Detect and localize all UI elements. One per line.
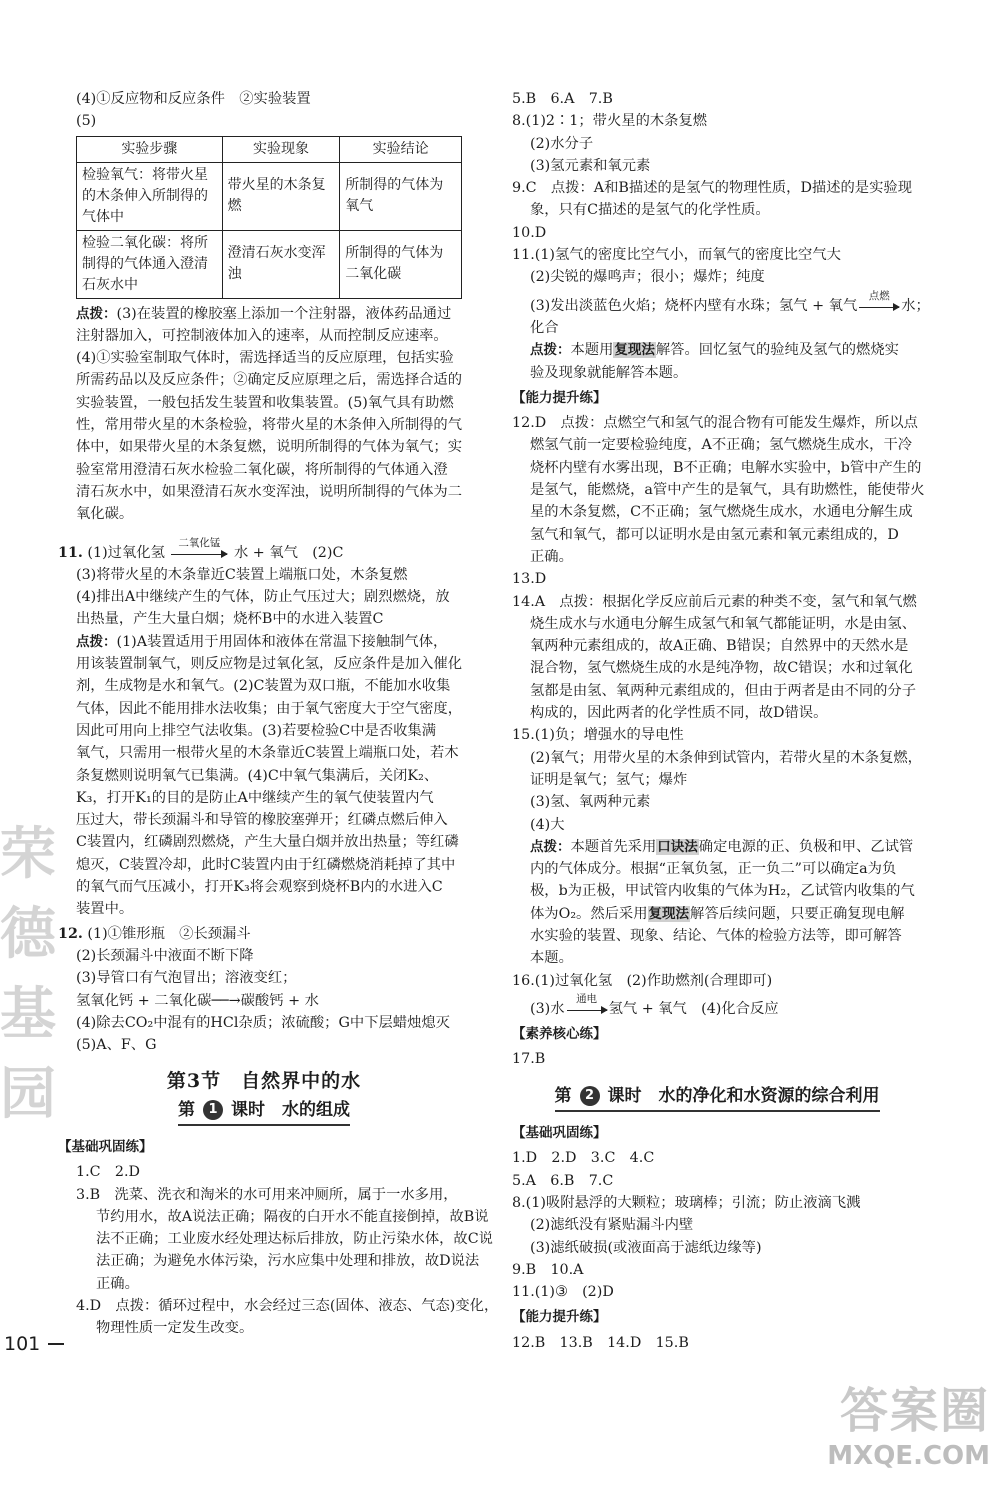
answer-line: (3)导管口有气泡冒出；溶液变红；	[76, 970, 297, 987]
answer-line: (2)尖锐的爆鸣声；很小；爆炸；纯度	[530, 269, 765, 286]
answer-line: 正确。	[530, 548, 573, 565]
answer-11: 11. (1)过氧化氢 二氧化锰 水 + 氧气 (2)C	[58, 536, 344, 561]
reaction-arrow: 二氧化锰	[171, 546, 227, 560]
table-row	[77, 162, 462, 230]
tip-line: 点拨：本题用复现法解答。回忆氢气的验纯及氢气的燃烧实	[530, 342, 899, 359]
tip-line: 气体，因此不能用排水法收集；由于氧气密度大于空气密度，	[76, 700, 463, 717]
lesson-number-badge: 2	[580, 1086, 600, 1106]
tip-line: 内的气体成分。根据“正氧负氢，正一负二”可以确定a为负	[530, 861, 897, 878]
section-title: 第3节 自然界中的水	[166, 1070, 362, 1093]
side-watermark-text: 荣 德 基 园	[0, 822, 56, 1127]
tip-line: 验及现象就能解答本题。	[530, 364, 688, 381]
lesson-title: 第 1 课时 水的组成	[58, 1099, 470, 1126]
tip-line: 用该装置制氧气，则反应物是过氧化氢，反应条件是加入催化	[76, 656, 463, 673]
answer-line: 13.D	[512, 571, 547, 588]
reaction-arrow: 点燃	[859, 299, 899, 313]
answer-line: 是氢气，能燃烧，a管中产生的是氧气，具有助燃性，能使带火	[530, 482, 925, 499]
answer-line: (3)氢元素和氧元素	[530, 157, 651, 174]
tip-label: 点拨：	[530, 838, 571, 855]
page-number: 101	[0, 1333, 64, 1355]
answer-line: (4)除去CO₂中混有的HCl杂质；浓硫酸；G中下层蜡烛熄灭	[76, 1014, 450, 1031]
experiment-table	[76, 136, 462, 299]
tip-line: 性，常用带火星的木条检验，将带火星的木条伸入所制得的气	[76, 417, 463, 434]
answer-line: 9.C 点拨：A和B描述的是氢气的物理性质，D描述的是实验现	[512, 180, 912, 197]
answer-line: 16.(1)过氧化氢 (2)作助燃剂(合理即可)	[512, 972, 773, 989]
tip-line: 剂，生成物是水和氧气。(2)C装置为双口瓶，不能加水收集	[76, 678, 451, 695]
tip-line: 极，b为正极，甲试管内收集的气体为H₂，乙试管内收集的气	[530, 883, 915, 900]
answer-line: 化合	[530, 319, 559, 336]
answer-line: (4)排出A中继续产生的气体，防止气压过大；剧烈燃烧，放	[76, 589, 450, 606]
answer-line: (3)水 通电 氢气 + 氧气 (4)化合反应	[530, 992, 779, 1017]
tip-line: 条复燃则说明氧气已集满。(4)C中氧气集满后，关闭K₂、	[76, 767, 439, 784]
answer-line: 8.(1)2∶1；带火星的木条复燃	[512, 113, 708, 130]
table-header: 实验现象	[222, 136, 340, 162]
answer-line: 物理性质一定发生改变。	[96, 1320, 254, 1337]
table-header: 实验步骤	[77, 136, 223, 162]
tip-line: 装置中。	[76, 901, 134, 918]
answer-line: 构成的，因此两者的化学性质不同，故D错误。	[530, 705, 828, 722]
answer-line: (5)	[76, 113, 97, 130]
table-row	[77, 230, 462, 298]
answer-line: 星的木条复燃，C不正确；氢气燃烧生成水，水通电分解生成	[530, 504, 913, 521]
tip-line: 压过大，带长颈漏斗和导管的橡胶塞弹开；红磷点燃后伸入	[76, 812, 448, 829]
table-cell: 带火星的木条复燃	[222, 162, 340, 230]
table-cell: 检验氧气：将带火星的木条伸入所制得的气体中	[77, 162, 223, 230]
answer-line: 4.D 点拨：循环过程中，水会经过三态(固体、液态、气态)变化，	[76, 1298, 499, 1315]
answer-line: 氧两种元素组成的，故A正确、B错误；自然界中的天然水是	[530, 638, 909, 655]
tip-line: 点拨：本题首先采用口诀法确定电源的正、负极和甲、乙试管	[530, 838, 914, 855]
tip-line: (4)①实验室制取气体时，需选择适当的反应原理，包括实验	[76, 350, 454, 367]
answer-line: (2)长颈漏斗中液面不断下降	[76, 947, 254, 964]
answer-line: (3)发出淡蓝色火焰；烧杯内壁有水珠；氢气 + 氧气 点燃 水；	[530, 289, 930, 314]
answer-line: 燃氢气前一定要检验纯度，A不正确；氢气燃烧生成水，干冷	[530, 437, 913, 454]
answer-line: 10.D	[512, 224, 547, 241]
section-tag: 【能力提升练】	[512, 1309, 607, 1326]
tip-line: 的氧气而气压减小，打开K₃将会观察到烧杯B内的水进入C	[76, 879, 443, 896]
tip-line: C装置内，红磷剧烈燃烧，产生大量白烟并放出热量；等红磷	[76, 834, 459, 851]
method-highlight: 复现法	[614, 342, 655, 359]
answer-line: 17.B	[512, 1051, 546, 1068]
answer-line: 5.A 6.B 7.C	[512, 1172, 614, 1189]
tip-line: 注射器加入，可控制液体加入的速率，从而控制反应速率。	[76, 327, 448, 344]
question-number: 11.	[58, 544, 83, 561]
answer-line: 1.D 2.D 3.C 4.C	[512, 1150, 655, 1167]
answer-12: 12. (1)①锥形瓶 ②长颈漏斗	[58, 925, 251, 942]
answer-line: 5.B 6.A 7.B	[512, 91, 613, 107]
answer-line: (2)滤纸没有紧贴漏斗内壁	[530, 1217, 694, 1234]
tip-line: 因此可用向上排空气法收集。(3)若要检验C中是否收集满	[76, 722, 437, 739]
answer-line: 混合物，氢气燃烧生成的水是纯净物，故C错误；水和过氧化	[530, 660, 913, 677]
tip-line: 熄灭，C装置冷却，此时C装置内由于红磷燃烧消耗掉了其中	[76, 856, 456, 873]
answer-line: 9.B 10.A	[512, 1261, 584, 1278]
tip-label: 点拨：	[76, 305, 117, 322]
section-tag: 【素养核心练】	[512, 1026, 607, 1043]
method-highlight: 口诀法	[657, 838, 698, 855]
answer-line: 法不正确；工业废水经处理达标后排放，防止污染水体，故C说	[96, 1231, 493, 1248]
answer-line: 象，只有C描述的是氢气的化学性质。	[530, 202, 770, 219]
answer-line: 12.D 点拨：点燃空气和氢气的混合物有可能发生爆炸，所以点	[512, 415, 918, 432]
watermark-logo: 答案圈 MXQE.COM	[827, 1383, 990, 1471]
right-column	[512, 88, 930, 1354]
tip-line: 所需药品以及反应条件；②确定反应原理之后，需选择合适的	[76, 372, 463, 389]
answer-line: (4)①反应物和反应条件 ②实验装置	[76, 91, 311, 107]
section-tag: 【能力提升练】	[512, 389, 607, 406]
answer-line: (2)氧气；用带火星的木条伸到试管内，若带火星的木条复燃，	[530, 749, 922, 766]
tip-label: 点拨：	[76, 633, 117, 650]
answer-line: 法正确；为避免水体污染，污水应集中处理和排放，故D说法	[96, 1253, 480, 1270]
table-cell: 检验二氧化碳：将所制得的气体通入澄清石灰水中	[77, 230, 223, 298]
tip-line: 本题。	[530, 950, 573, 967]
answer-line: 11.(1)③ (2)D	[512, 1284, 614, 1301]
answer-line: 出热量，产生大量白烟；烧杯B中的水进入装置C	[76, 611, 384, 628]
answer-line: 氢都是由氢、氧两种元素组成的，但由于两者是由不同的分子	[530, 682, 917, 699]
answer-line: (3)将带火星的木条靠近C装置上端瓶口处，木条复燃	[76, 566, 408, 583]
tip-line: 点拨：(1)A装置适用于用固体和液体在常温下接触制气体，	[76, 633, 448, 650]
answer-line: (5)A、F、G	[76, 1037, 157, 1054]
answer-line: 8.(1)吸附悬浮的大颗粒；玻璃棒；引流；防止液滴飞溅	[512, 1194, 861, 1211]
reaction-arrow: 通电	[567, 1002, 607, 1016]
lesson-title: 第 2 课时 水的净化和水资源的综合利用	[512, 1085, 922, 1112]
tip-line: 氧化碳。	[76, 506, 134, 523]
tip-line: 验室常用澄清石灰水检验二氧化碳，将所制得的气体通入澄	[76, 461, 448, 478]
answer-line: 3.B 洗菜、洗衣和淘米的水可用来冲厕所，属于一水多用，	[76, 1186, 458, 1203]
tip-line: 清石灰水中，如果澄清石灰水变浑浊，说明所制得的气体为二	[76, 483, 463, 500]
tip-line: 体为O₂。然后采用复现法解答后续问题，只要正确复现电解	[530, 905, 905, 922]
answer-line: (3)氢、氧两种元素	[530, 794, 651, 811]
answer-line: 12.B 13.B 14.D 15.B	[512, 1334, 689, 1351]
answer-line: 节约用水，故A说法正确；隔夜的白开水不能直接倒掉，故B说	[96, 1208, 489, 1225]
answer-line: 烧生成水与水通电分解生成氢气和氧气都能证明，水是由氢、	[530, 615, 917, 632]
answer-line: (3)滤纸破损(或液面高于滤纸边缘等)	[530, 1239, 762, 1256]
question-number: 12.	[58, 925, 83, 942]
tip-line: 点拨：(3)在装置的橡胶塞上添加一个注射器，液体药品通过	[76, 305, 452, 322]
answer-line: 烧杯内壁有水雾出现，B不正确；电解水实验中，b管中产生的	[530, 459, 922, 476]
section-tag: 【基础巩固练】	[512, 1125, 607, 1142]
table-header: 实验结论	[340, 136, 462, 162]
answer-line: 1.C 2.D	[76, 1164, 140, 1181]
section-tag: 【基础巩固练】	[58, 1138, 153, 1155]
answer-line: (4)大	[530, 816, 565, 833]
tip-line: K₃，打开K₁的目的是防止A中继续产生的氧气使装置内气	[76, 789, 434, 806]
left-column	[58, 88, 499, 1340]
answer-line: 氢气和氧气，都可以证明水是由氢元素和氧元素组成的，D	[530, 526, 899, 543]
answer-line: 14.A 点拨：根据化学反应前后元素的种类不变，氢气和氧气燃	[512, 593, 917, 610]
tip-line: 水实验的装置、现象、结论、气体的检验方法等，即可解答	[530, 927, 902, 944]
answer-line: 正确。	[96, 1275, 139, 1292]
answer-line: 氢氧化钙 + 二氧化碳──→碳酸钙 + 水	[76, 992, 319, 1009]
answer-line: 11.(1)氢气的密度比空气小，而氧气的密度比空气大	[512, 247, 841, 264]
answer-line: 证明是氧气；氢气；爆炸	[530, 771, 688, 788]
answer-line: (2)水分子	[530, 135, 594, 152]
tip-label: 点拨：	[530, 342, 571, 359]
lesson-number-badge: 1	[203, 1100, 223, 1120]
tip-line: 实验装置，一般包括发生装置和收集装置。(5)氧气具有助燃	[76, 394, 454, 411]
table-cell: 澄清石灰水变浑浊	[222, 230, 340, 298]
table-cell: 所制得的气体为二氧化碳	[340, 230, 462, 298]
tip-line: 体中，如果带火星的木条复燃，说明所制得的气体为氧气；实	[76, 439, 463, 456]
method-highlight: 复现法	[648, 905, 690, 922]
answer-line: 15.(1)负；增强水的导电性	[512, 727, 684, 744]
table-cell: 所制得的气体为氧气	[340, 162, 462, 230]
tip-line: 氧气，只需用一根带火星的木条靠近C装置上端瓶口处，若木	[76, 745, 459, 762]
